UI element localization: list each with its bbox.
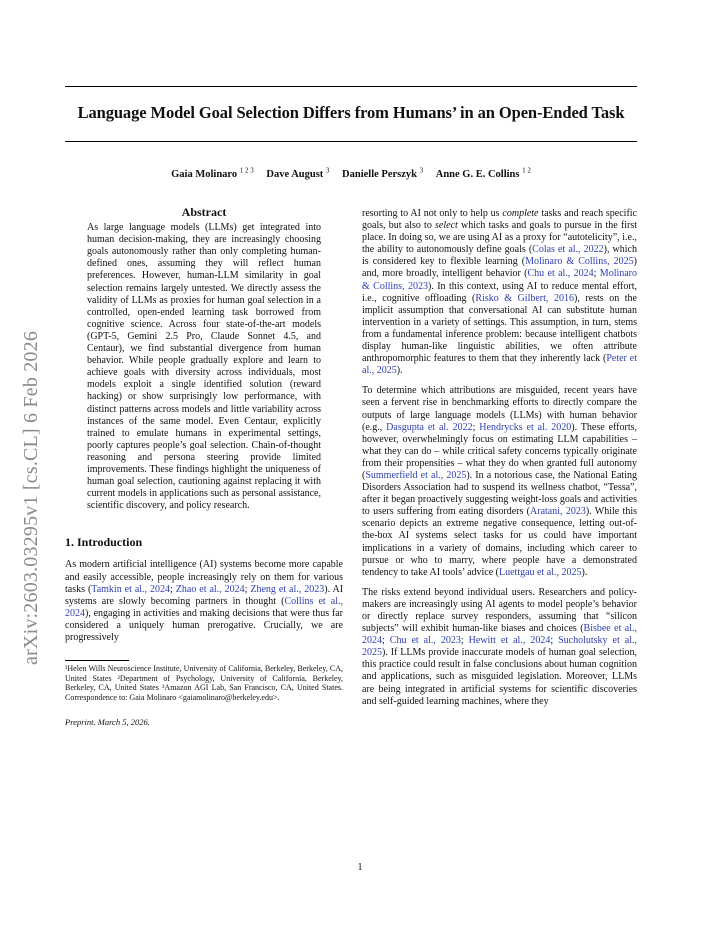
citation-link[interactable]: Molinaro & Collins, 2025 <box>525 256 634 268</box>
intro-paragraph: As modern artificial intelligence (AI) systems become more capable and easily accessible, people increasingly rely on them for various tasks (Tamkin et al., 2024; Zhao et al., 2024; Zheng et al., 2023). AI systems are slowly becoming partners in thought (Collins et al., 2024), engaging in activities and making decisions that were thus far considered a uniquely human prerogative. Crucially, we are progressively <box>65 559 344 643</box>
title-bottom-rule <box>65 141 637 142</box>
author: Danielle Perszyk $^3$ <box>342 166 424 180</box>
body-paragraph: To determine which attributions are misguided, recent years have seen a fervent rise in benchmarking efforts to directly compare the outputs of large language models (LLMs) with human behavior (e.g., Dasgupta et al. 2022; Hendrycks et al. 2020). These efforts, however, overwhelmingly focus on estimating LLM capabilities – what they can do – while critical safety concerns typically originate from their propensities – what they do when granted full autonomy (Summerfield et al., 2025). In a notorious case, the National Eating Disorders Association had to suspend its wellness chatbot, “Tessa”, after it began proactively suggesting weight-loss goals and activities to users suffering from eating disorders (Aratani, 2023). While this scenario depicts an extreme negative consequence, letting out-of-the-box AI systems select tasks for us could have important implications in a variety of domains, including which career to pursue or who to marry, where people have a demonstrated tendency to take AI tools’ advice (Luettgau et al., 2025). <box>362 385 637 578</box>
citation-link[interactable]: Colas et al., 2022 <box>532 244 604 256</box>
paper-title: Language Model Goal Selection Differs from Humans’ in an Open-Ended Task <box>77 103 625 122</box>
author: Dave August $^3$ <box>266 166 330 180</box>
author: Gaia Molinaro $^{1 2 3}$ <box>171 166 254 180</box>
citation-link[interactable]: Chu et al., 2024 <box>527 268 594 280</box>
footnote-divider <box>65 660 129 661</box>
citation-link[interactable]: Peter et al., 2025 <box>362 353 638 377</box>
citation-link[interactable]: Bisbee et al., 2024 <box>362 623 637 647</box>
author-list <box>65 166 637 180</box>
citation-link[interactable]: Summerfield et al., 2025 <box>365 469 467 481</box>
left-column <box>65 206 343 729</box>
right-column <box>362 208 637 708</box>
page-number: 1 <box>357 862 363 873</box>
citation-link[interactable]: Zhao et al., 2024 <box>175 583 245 595</box>
citation-link[interactable]: Dasgupta et al. 2022 <box>386 421 473 433</box>
citation-link[interactable]: Luettgau et al., 2025 <box>499 566 582 578</box>
citation-link[interactable]: Chu et al., 2023 <box>389 635 461 647</box>
citation-link[interactable]: Hendrycks et al. 2020 <box>479 421 572 433</box>
citation-link[interactable]: Molinaro & Collins, 2023 <box>362 268 638 292</box>
body-paragraph: resorting to AI not only to help us complete tasks and reach specific goals, but also to select which tasks and goals to pursue in the first place. In doing so, we are using AI as a proxy for “autotelicity”, i.e., the ability to autonomously define goals (Colas et al., 2022), which is considered key to flexible learning (Molinaro & Collins, 2025) and, more broadly, intelligent behavior (Chu et al., 2024; Molinaro & Collins, 2023). In this context, using AI to reduce mental effort, i.e., cognitive offloading (Risko & Gilbert, 2016), rests on the implicit assumption that conversational AI can substitute human intervention in a variety of settings. This assumption, in turn, stems from a fundamental inference problem: because intelligent chatbots display human-like linguistic abilities, we often attribute anthropomorphic features to them that they inherently lack (Peter et al., 2025). <box>362 208 638 377</box>
citation-link[interactable]: Tamkin et al., 2024 <box>91 583 171 595</box>
abstract-body: As large language models (LLMs) get integrated into human decision-making, they are increasingly choosing goals autonomously rather than only completing human-defined ones, assuming they will reflect human preferences. However, human-LLM similarity in goal selection remains largely untested. We directly assess the validity of LLMs as proxies for human goal selection in a controlled, open-ended learning task borrowed from cognitive science. Across four state-of-the-art models (GPT-5, Gemini 2.5 Pro, Claude Sonnet 4.5, and Centaur), we find substantial divergence from human behavior. While people gradually explore and learn to achieve goals with diversity across individuals, most models exploit a single identified solution (reward hacking) or show surprisingly low performance, with distinct patterns across models and little variability across instances of the same model. Even Centaur, explicitly trained to emulate humans in experimental settings, poorly captures people’s goal selection. Chain-of-thought reasoning and persona steering provide limited improvements. These findings highlight the uniqueness of human goal selection, cautioning against replacing it with current models in applications such as personal assistance, scientific discovery, and policy research. <box>87 222 321 512</box>
body-paragraph: The risks extend beyond individual users. Researchers and policy-makers are increasingly using AI agents to model people’s behavior or directly replace survey responders, assuming that “silicon subjects” will exhibit human-like biases and choices (Bisbee et al., 2024; Chu et al., 2023; Hewitt et al., 2024; Sucholutsky et al., 2025). If LLMs provide inaccurate models of human goal selection, this practice could result in false conclusions about human cognition and applications, such as misguided legislation. Moreover, LLMs are being integrated in artificial systems for scientific discoveries and self-guided learning machines, where they <box>362 586 637 707</box>
arxiv-identifier: arXiv:2603.03295v1 [cs.CL] 6 Feb 2026 <box>20 330 42 665</box>
section-heading-introduction: 1. Introduction <box>65 535 143 550</box>
preprint-date: Preprint. March 5, 2026. <box>65 717 150 728</box>
citation-link[interactable]: Aratani, 2023 <box>530 506 586 518</box>
citation-link[interactable]: Zheng et al., 2023 <box>250 583 325 595</box>
citation-link[interactable]: Collins et al., 2024 <box>65 595 343 619</box>
citation-link[interactable]: Hewitt et al., 2024 <box>468 635 551 647</box>
affiliation-footnote: ¹Helen Wills Neuroscience Institute, University of California, Berkeley, Berkeley, CA, United States ²Department of Psychology, University of California, Berkeley, Berkeley, CA, United States ³Amazon AGI Lab, San Francisco, CA, United States. Correspondence to: Gaia Molinaro <gaiamolinaro@berkeley.edu>. <box>65 664 343 702</box>
citation-link[interactable]: Sucholutsky et al., 2025 <box>362 635 637 659</box>
title-top-rule <box>65 86 637 87</box>
author: Anne G. E. Collins $^{1 2}$ <box>435 166 531 180</box>
citation-link[interactable]: Risko & Gilbert, 2016 <box>475 292 574 304</box>
abstract-heading: Abstract <box>181 205 227 219</box>
